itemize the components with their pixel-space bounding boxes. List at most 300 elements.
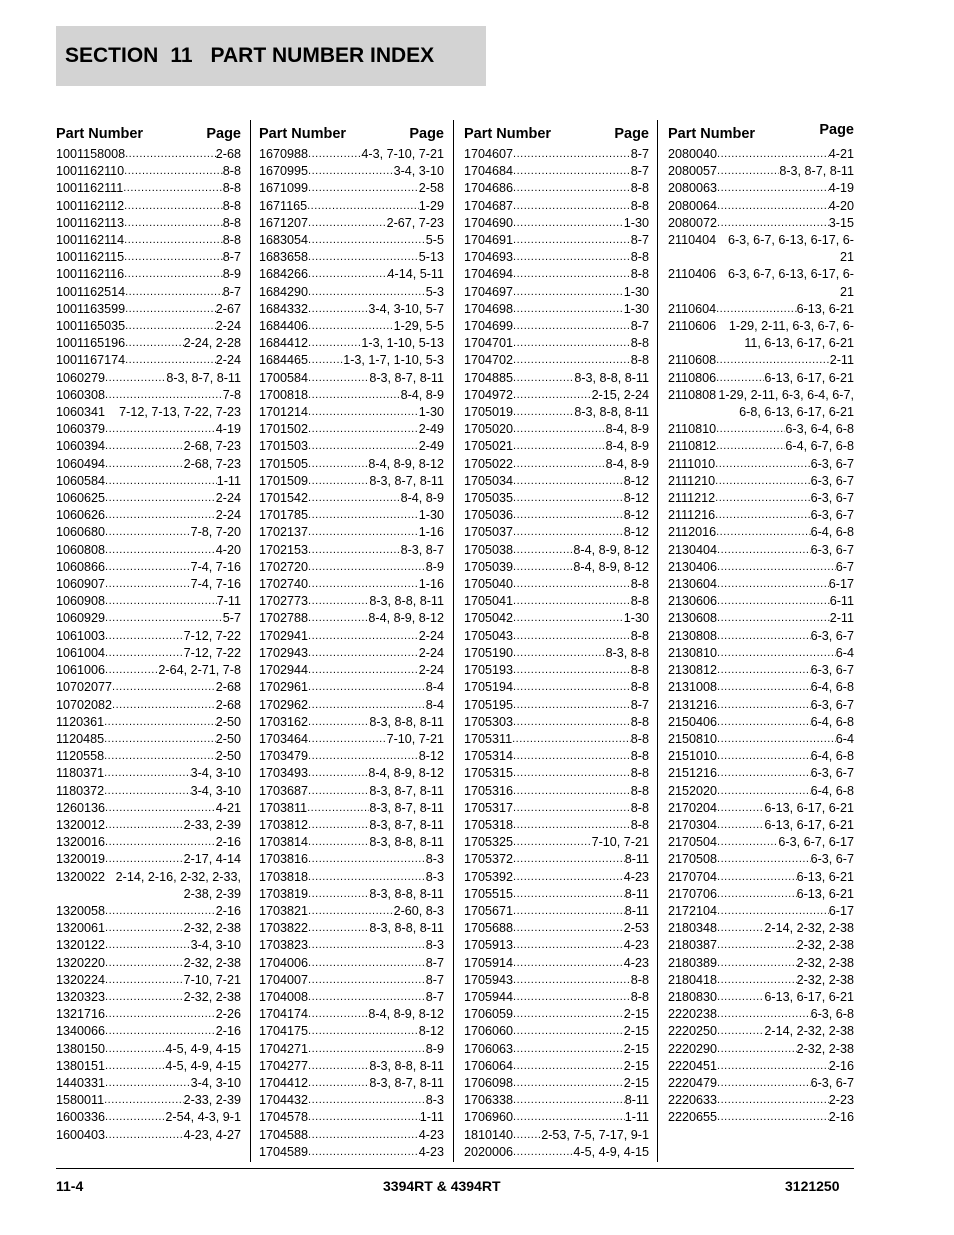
part-number: 1701214: [259, 405, 309, 420]
dot-leader: [717, 1109, 829, 1126]
page-ref-wrap: [105, 421, 241, 438]
page-ref-wrap: [717, 628, 854, 645]
page-reference: 1-30: [623, 284, 649, 299]
dot-leader: [717, 903, 829, 920]
page-ref-wrap: [308, 1109, 444, 1126]
dot-leader: [308, 370, 369, 387]
part-number: 1060625: [56, 491, 106, 506]
part-number: 1320061: [56, 921, 106, 936]
page-reference: 4-20: [828, 198, 854, 213]
page-reference: 6-7: [835, 559, 854, 574]
dot-leader: [104, 714, 216, 731]
page-ref-wrap: [308, 662, 444, 679]
dot-leader: [717, 180, 829, 197]
index-entry: [56, 438, 241, 455]
page-reference: 8-8: [222, 181, 241, 196]
part-number: 1704702: [464, 353, 514, 368]
part-number: 1704578: [259, 1110, 309, 1125]
dot-leader: [717, 697, 811, 714]
index-entry: [668, 834, 854, 851]
index-entry: [259, 421, 444, 438]
page-ref-wrap: [105, 817, 241, 834]
dot-leader: [717, 198, 829, 215]
page-reference: 8-8: [630, 731, 649, 746]
dot-leader: [105, 1127, 184, 1144]
dot-leader: [308, 955, 426, 972]
part-number: 1440331: [56, 1075, 106, 1090]
index-entry: [259, 1058, 444, 1075]
page-ref-wrap: [513, 1092, 649, 1109]
page-ref-wrap: [105, 542, 241, 559]
page-reference: 7-12, 7-13, 7-22, 7-23: [119, 405, 241, 420]
page-ref-wrap: [308, 370, 444, 387]
page-ref-wrap: [513, 473, 649, 490]
dot-leader: [715, 473, 810, 490]
part-number: 2170204: [668, 800, 718, 815]
page-heading: Page: [206, 126, 241, 142]
part-number: 2110604: [668, 301, 717, 316]
page-reference: 2-24: [215, 508, 241, 523]
part-number: 2130604: [668, 577, 718, 592]
part-number: 1060394: [56, 439, 106, 454]
index-entry: [464, 851, 649, 868]
index-entry: [259, 817, 444, 834]
page-ref-wrap: [513, 163, 649, 180]
page-ref-wrap: [513, 421, 649, 438]
page-reference: 8-8: [630, 181, 649, 196]
index-entry: [464, 284, 649, 301]
part-number: 1703821: [259, 903, 309, 918]
page-ref-wrap: [308, 1058, 444, 1075]
page-reference: 2-33, 2-39: [183, 1093, 241, 1108]
page-ref-wrap: [716, 524, 854, 541]
part-number: 1704006: [259, 955, 309, 970]
dot-leader: [513, 851, 625, 868]
page-reference: 2-32, 2-38: [183, 989, 241, 1004]
page-ref-wrap: [716, 387, 854, 421]
page-ref-wrap: [717, 817, 854, 834]
page-reference: 2-32, 2-38: [796, 955, 854, 970]
part-number: 2130808: [668, 628, 718, 643]
page-reference: 8-3, 8-8, 8-11: [369, 1058, 444, 1073]
index-entry: [56, 834, 241, 851]
index-entry: [56, 972, 241, 989]
page-reference: 2-23: [828, 1093, 854, 1108]
page-reference: 1-16: [418, 577, 444, 592]
page-reference: 8-7: [630, 164, 649, 179]
page-reference: 2-68: [215, 147, 241, 161]
dot-leader: [513, 1041, 624, 1058]
dot-leader: [717, 215, 829, 232]
dot-leader: [716, 301, 796, 318]
page-ref-wrap: [124, 215, 241, 232]
page-ref-wrap: [717, 559, 854, 576]
part-number: 1340066: [56, 1024, 106, 1039]
page-reference: 8-4, 8-9, 8-12: [368, 766, 444, 781]
column-header: [56, 120, 241, 142]
page-ref-wrap: [717, 1058, 854, 1075]
dot-leader: [105, 421, 216, 438]
page-ref-wrap: [717, 198, 854, 215]
part-number: 1704686: [464, 181, 514, 196]
page-reference: 8-3, 8-7, 8-11: [369, 473, 444, 488]
page-reference: 1-11: [216, 473, 241, 488]
index-entry: [668, 215, 854, 232]
part-number: 2152020: [668, 783, 718, 798]
dot-leader: [513, 800, 631, 817]
part-number: 1706064: [464, 1058, 514, 1073]
page-ref-wrap: [717, 593, 854, 610]
dot-leader: [308, 438, 419, 455]
page-ref-wrap: [112, 697, 241, 714]
part-number: 1320058: [56, 903, 106, 918]
dot-leader: [717, 163, 779, 180]
page-ref-wrap: [104, 765, 241, 782]
index-entry: [464, 318, 649, 335]
dot-leader: [104, 783, 191, 800]
index-entry: [668, 542, 854, 559]
page-reference: 6-3, 6-7: [810, 473, 854, 488]
index-entry: [464, 490, 649, 507]
page-reference: 2-24: [418, 663, 444, 678]
part-number: 1705195: [464, 697, 514, 712]
page-ref-wrap: [717, 697, 854, 714]
page-ref-wrap: [716, 266, 854, 300]
page-ref-wrap: [308, 266, 444, 283]
part-number: 1704691: [464, 233, 514, 248]
section-label: SECTION: [65, 44, 159, 67]
index-entry: [668, 662, 854, 679]
dot-leader: [308, 1023, 419, 1040]
part-number: 1380151: [56, 1058, 106, 1073]
index-entry: [259, 198, 444, 215]
index-entry: [56, 232, 241, 249]
page-reference: 6-3, 6-7: [810, 852, 854, 867]
part-number: 1703812: [259, 817, 309, 832]
part-number: 1060680: [56, 525, 106, 540]
index-entry: [259, 989, 444, 1006]
page-ref-wrap: [513, 817, 649, 834]
part-number: 1705035: [464, 491, 514, 506]
page-reference: 8-7: [630, 233, 649, 248]
page-reference: 2-16: [215, 1024, 241, 1039]
page-ref-wrap: [308, 421, 444, 438]
dot-leader: [717, 955, 797, 972]
page-ref-wrap: [308, 903, 444, 920]
page-reference: 2-15: [623, 1075, 649, 1090]
page-reference: 8-3: [425, 1093, 444, 1108]
part-number: 1703816: [259, 852, 309, 867]
page-ref-wrap: [124, 249, 241, 266]
page-reference: 6-4, 6-8: [810, 749, 854, 764]
part-number: 1705318: [464, 817, 514, 832]
page-ref-wrap: [308, 524, 444, 541]
page-ref-wrap: [513, 748, 649, 765]
index-entry: [56, 318, 241, 335]
index-entry: [464, 507, 649, 524]
index-entry: [464, 783, 649, 800]
page-ref-wrap: [513, 370, 649, 387]
part-number: 2170704: [668, 869, 718, 884]
dot-leader: [308, 972, 426, 989]
page-reference: 1-30: [623, 611, 649, 626]
index-entry: [259, 335, 444, 352]
page-reference: 8-8: [630, 749, 649, 764]
index-entry: [668, 748, 854, 765]
page-ref-wrap: [104, 748, 241, 765]
page-reference: 2-33, 2-39: [183, 817, 241, 832]
part-number: 1001165035: [56, 319, 126, 334]
dot-leader: [105, 1075, 191, 1092]
part-number: 1702961: [259, 680, 309, 695]
dot-leader: [513, 645, 606, 662]
index-entry: [668, 679, 854, 696]
index-entry: [56, 284, 241, 301]
dot-leader: [717, 731, 836, 748]
part-number: 1705042: [464, 611, 514, 626]
page-reference: 2-68: [215, 697, 241, 712]
page-ref-wrap: [308, 507, 444, 524]
page-ref-wrap: [104, 783, 241, 800]
page-ref-wrap: [104, 1092, 241, 1109]
part-number: 1705317: [464, 800, 514, 815]
page-reference: 8-8: [630, 353, 649, 368]
index-entry: [56, 851, 241, 868]
page-ref-wrap: [308, 1006, 444, 1023]
page-reference: 1-3, 1-10, 5-13: [361, 336, 444, 351]
page-ref-wrap: [717, 783, 854, 800]
part-number: 2080040: [668, 147, 718, 161]
part-number: 1704885: [464, 370, 514, 385]
page-reference: 8-4, 8-9: [605, 456, 649, 471]
index-entry: [56, 1127, 241, 1144]
index-entry: [668, 387, 854, 421]
page-ref-wrap: [513, 903, 649, 920]
page-ref-wrap: [308, 301, 444, 318]
part-number-heading: Part Number: [464, 126, 552, 142]
page-ref-wrap: [308, 1041, 444, 1058]
index-entry: [259, 352, 444, 369]
part-number: 2111010: [668, 456, 716, 471]
index-entry: [464, 301, 649, 318]
dot-leader: [717, 1075, 811, 1092]
page-ref-wrap: [105, 937, 241, 954]
page-reference: 6-4: [835, 731, 854, 746]
page-ref-wrap: [308, 610, 444, 627]
page-reference: 8-11: [624, 886, 649, 901]
page-reference: 6-3, 6-7: [810, 663, 854, 678]
index-entry: [464, 817, 649, 834]
index-entry: [668, 920, 854, 937]
dot-leader: [513, 1023, 624, 1040]
index-entry: [56, 697, 241, 714]
part-number: 1120558: [56, 749, 105, 764]
index-entry: [259, 318, 444, 335]
index-entry: [56, 662, 241, 679]
page-ref-wrap: [105, 1127, 241, 1144]
part-number: 1703479: [259, 749, 309, 764]
page-ref-wrap: [513, 610, 649, 627]
page-ref-wrap: [308, 180, 444, 197]
index-entry: [464, 972, 649, 989]
page-ref-wrap: [308, 576, 444, 593]
part-number: 1705039: [464, 559, 514, 574]
part-number: 1705194: [464, 680, 514, 695]
page-ref-wrap: [513, 559, 649, 576]
page-reference: 8-7: [630, 319, 649, 334]
index-entry: [464, 249, 649, 266]
dot-leader: [105, 610, 223, 627]
index-entry: [668, 1075, 854, 1092]
page-reference: 1-30: [418, 405, 444, 420]
page-ref-wrap: [717, 869, 854, 886]
dot-leader: [308, 421, 419, 438]
dot-leader: [717, 146, 829, 163]
page-reference: 8-3, 8-7, 8-11: [369, 817, 444, 832]
index-entry: [56, 421, 241, 438]
part-number: 1705914: [464, 955, 514, 970]
page-reference: 2-24: [215, 353, 241, 368]
page-reference: 8-3, 8-8, 8-11: [369, 714, 444, 729]
part-number: 1320012: [56, 817, 106, 832]
page-reference: 2-11: [829, 611, 854, 626]
part-number: 1703464: [259, 731, 309, 746]
index-entry: [259, 731, 444, 748]
page-reference: 2-14, 2-16, 2-32, 2-33, 2-38, 2-39: [115, 869, 241, 901]
page-reference: 8-12: [623, 491, 649, 506]
index-entry: [464, 198, 649, 215]
page-ref-wrap: [717, 886, 854, 903]
part-number: 1705020: [464, 422, 514, 437]
index-entry: [464, 542, 649, 559]
page-ref-wrap: [105, 989, 241, 1006]
page-reference: 2-68, 7-23: [183, 439, 241, 454]
index-entry: [259, 920, 444, 937]
page-reference: 2-15: [623, 1058, 649, 1073]
page-reference: 2-64, 2-71, 7-8: [158, 663, 241, 678]
part-number: 1684412: [259, 336, 309, 351]
part-number: 2080057: [668, 164, 718, 179]
index-entry: [259, 628, 444, 645]
part-number: 2150810: [668, 731, 718, 746]
index-entry: [464, 628, 649, 645]
dot-leader: [513, 765, 631, 782]
index-entry: [668, 731, 854, 748]
dot-leader: [308, 1109, 420, 1126]
part-number: 1702773: [259, 594, 309, 609]
part-number: 1001162111: [56, 181, 124, 196]
page-reference: 2-50: [215, 731, 241, 746]
page-ref-wrap: [105, 972, 241, 989]
index-entry: [668, 421, 854, 438]
page-reference: 5-7: [222, 611, 241, 626]
page-reference: 3-4, 3-10: [190, 766, 241, 781]
page-ref-wrap: [308, 559, 444, 576]
index-entry: [259, 249, 444, 266]
dot-leader: [308, 1075, 369, 1092]
page-ref-wrap: [105, 507, 241, 524]
dot-leader: [513, 387, 592, 404]
index-entry: [668, 765, 854, 782]
dot-leader: [105, 628, 184, 645]
part-number: 1703822: [259, 921, 309, 936]
part-number: 2170706: [668, 886, 718, 901]
part-number: 1705036: [464, 508, 514, 523]
index-entry: [259, 387, 444, 404]
dot-leader: [105, 1109, 165, 1126]
dot-leader: [308, 920, 369, 937]
page-ref-wrap: [105, 869, 241, 903]
page-reference: 4-3, 7-10, 7-21: [361, 147, 444, 161]
dot-leader: [105, 817, 184, 834]
part-number: 2130406: [668, 559, 718, 574]
dot-leader: [308, 697, 426, 714]
dot-leader: [124, 266, 223, 283]
page-ref-wrap: [513, 404, 649, 421]
page-ref-wrap: [717, 679, 854, 696]
dot-leader: [513, 163, 631, 180]
index-entry: [259, 662, 444, 679]
part-number: 1705041: [464, 594, 514, 609]
dot-leader: [308, 524, 419, 541]
dot-leader: [308, 731, 387, 748]
page-ref-wrap: [124, 163, 241, 180]
dot-leader: [717, 920, 764, 937]
index-entry: [56, 146, 241, 163]
page-reference: 7-10, 7-21: [183, 972, 241, 987]
page-reference: 6-3, 6-7, 6-17: [778, 835, 854, 850]
dot-leader: [513, 266, 631, 283]
index-entry: [668, 524, 854, 541]
part-number: 1704701: [464, 336, 514, 351]
part-number: 1060379: [56, 422, 106, 437]
dot-leader: [513, 542, 573, 559]
part-number: 2130404: [668, 542, 718, 557]
dot-leader: [308, 593, 369, 610]
dot-leader: [105, 593, 217, 610]
dot-leader: [308, 1127, 419, 1144]
index-entry: [464, 1058, 649, 1075]
page-ref-wrap: [513, 628, 649, 645]
index-entry: [259, 473, 444, 490]
page-reference: 2-53, 7-5, 7-17, 9-1: [541, 1127, 649, 1142]
page-ref-wrap: [112, 679, 241, 696]
part-number: 1701785: [259, 508, 309, 523]
entries: [56, 146, 241, 1144]
page-reference: 8-12: [623, 473, 649, 488]
part-number: 2220290: [668, 1041, 718, 1056]
index-entry: [259, 783, 444, 800]
page-reference: 6-13, 6-17, 6-21: [764, 370, 854, 385]
part-number: 2220633: [668, 1093, 718, 1108]
page-ref-wrap: [308, 438, 444, 455]
page-ref-wrap: [308, 335, 444, 352]
part-number: 2220479: [668, 1075, 718, 1090]
page-reference: 6-3, 6-7, 6-13, 6-17, 6-21: [727, 233, 854, 265]
page-ref-wrap: [716, 318, 854, 352]
dot-leader: [308, 318, 394, 335]
page-reference: 1-30: [623, 215, 649, 230]
page-ref-wrap: [308, 714, 444, 731]
page-reference: 8-3, 8-8, 8-11: [574, 370, 649, 385]
page-ref-wrap: [308, 404, 444, 421]
index-column-1: [56, 120, 241, 1144]
dot-leader: [717, 1092, 829, 1109]
index-entry: [259, 869, 444, 886]
dot-leader: [513, 232, 631, 249]
part-number: 1704698: [464, 301, 514, 316]
page-reference: 8-3, 8-7, 8-11: [166, 370, 241, 385]
